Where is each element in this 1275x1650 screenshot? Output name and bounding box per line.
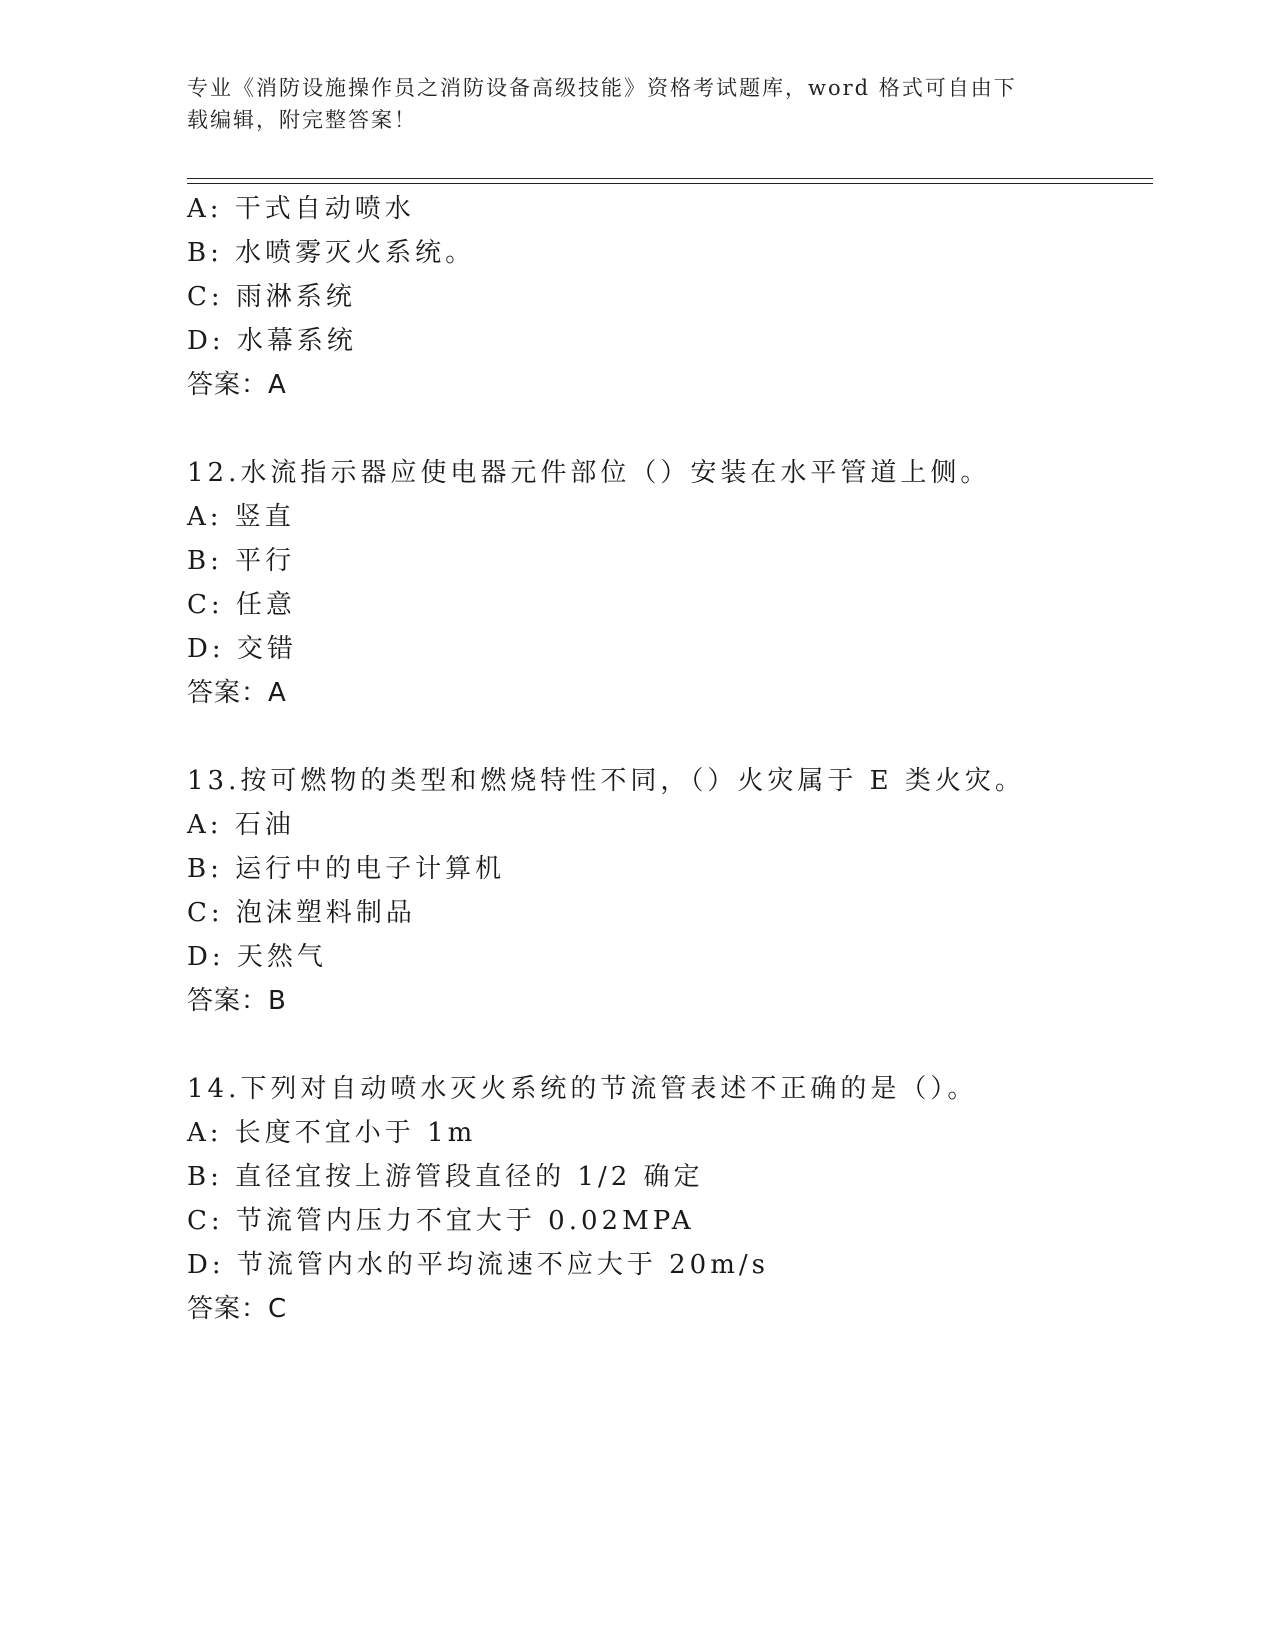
- header-line-1: 专业《消防设施操作员之消防设备高级技能》资格考试题库，word 格式可自由下: [187, 76, 1017, 100]
- q14-option-c: C: 节流管内压力不宜大于 0.02MPA: [187, 1206, 695, 1236]
- q14-option-d: D: 节流管内水的平均流速不应大于 20m/s: [187, 1250, 769, 1280]
- header-divider-top: [187, 178, 1153, 179]
- q13-option-c: C: 泡沫塑料制品: [187, 898, 416, 928]
- q12-option-a: A: 竖直: [187, 502, 295, 532]
- q14-option-b: B: 直径宜按上游管段直径的 1/2 确定: [187, 1162, 704, 1192]
- q11-option-b: B: 水喷雾灭火系统。: [187, 238, 476, 268]
- q12-option-d: D: 交错: [187, 634, 297, 664]
- q12-question: 12.水流指示器应使电器元件部位（）安装在水平管道上侧。: [187, 458, 991, 488]
- q12-option-c: C: 任意: [187, 590, 296, 620]
- q13-option-a: A: 石油: [187, 810, 295, 840]
- q13-answer: 答案：B: [187, 986, 287, 1016]
- q12-answer: 答案：A: [187, 678, 287, 708]
- document-header: [187, 72, 1067, 136]
- q13-question: 13.按可燃物的类型和燃烧特性不同，（）火灾属于 E 类火灾。: [187, 766, 1025, 796]
- header-line-2: 载编辑，附完整答案！: [187, 108, 417, 132]
- q11-option-a: A: 干式自动喷水: [187, 194, 415, 224]
- header-divider-bottom: [187, 183, 1153, 184]
- q14-question: 14.下列对自动喷水灭火系统的节流管表述不正确的是（）。: [187, 1074, 978, 1104]
- q13-option-d: D: 天然气: [187, 942, 327, 972]
- q11-answer: 答案：A: [187, 370, 287, 400]
- q11-option-c: C: 雨淋系统: [187, 282, 356, 312]
- q13-option-b: B: 运行中的电子计算机: [187, 854, 506, 884]
- q14-answer: 答案：C: [187, 1294, 288, 1324]
- q12-option-b: B: 平行: [187, 546, 296, 576]
- q11-option-d: D: 水幕系统: [187, 326, 357, 356]
- q14-option-a: A: 长度不宜小于 1m: [187, 1118, 477, 1148]
